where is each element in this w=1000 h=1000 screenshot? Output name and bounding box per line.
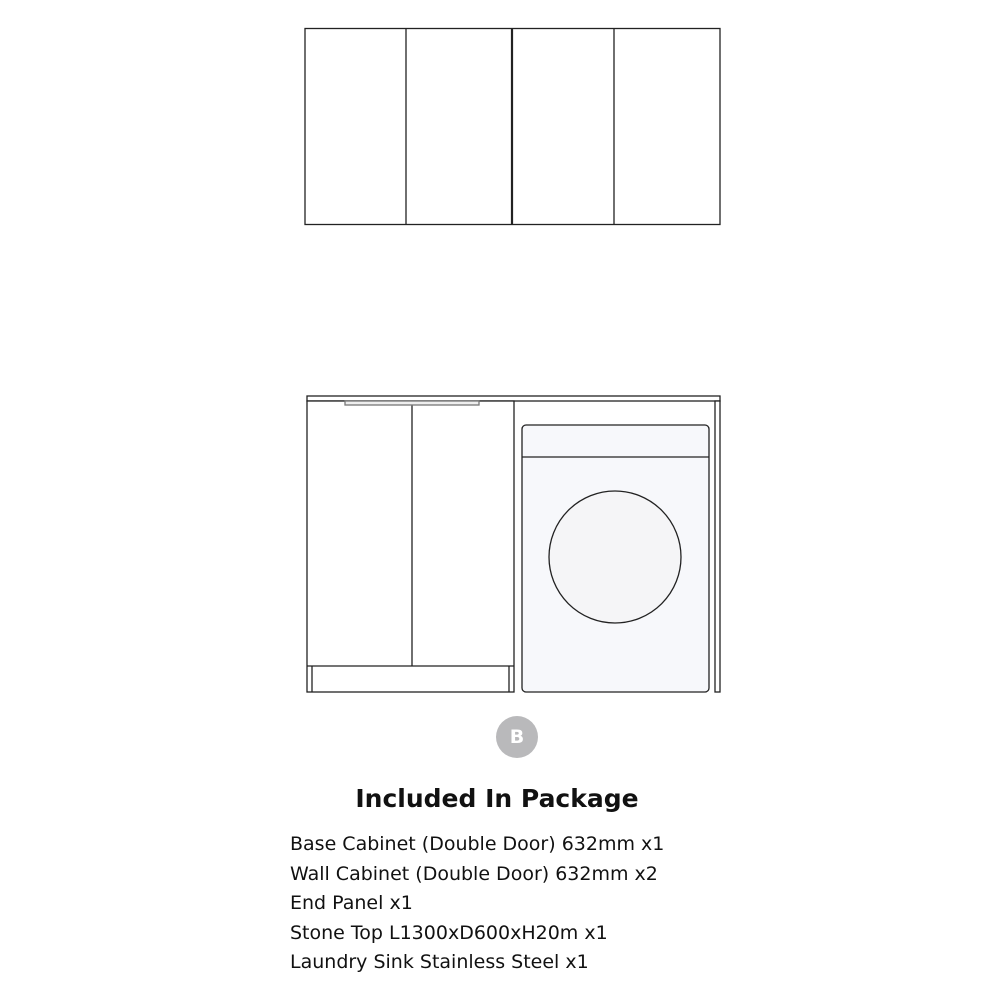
list-item: Stone Top L1300xD600xH20m x1: [290, 921, 608, 944]
handle-strip: [345, 401, 479, 405]
list-item: Wall Cabinet (Double Door) 632mm x2: [290, 862, 658, 885]
list-item: End Panel x1: [290, 892, 413, 914]
package-title: Included In Package: [355, 784, 639, 813]
list-item: Base Cabinet (Double Door) 632mm x1: [290, 833, 665, 855]
washing-machine: [522, 425, 709, 692]
wall-cabinets: [305, 29, 720, 225]
elevation-badge: B: [496, 716, 538, 758]
list-item: Laundry Sink Stainless Steel x1: [290, 951, 589, 973]
end-panel: [715, 401, 720, 692]
stone-top: [307, 396, 720, 401]
package-list: [290, 830, 664, 978]
base-cabinet: [307, 401, 514, 692]
